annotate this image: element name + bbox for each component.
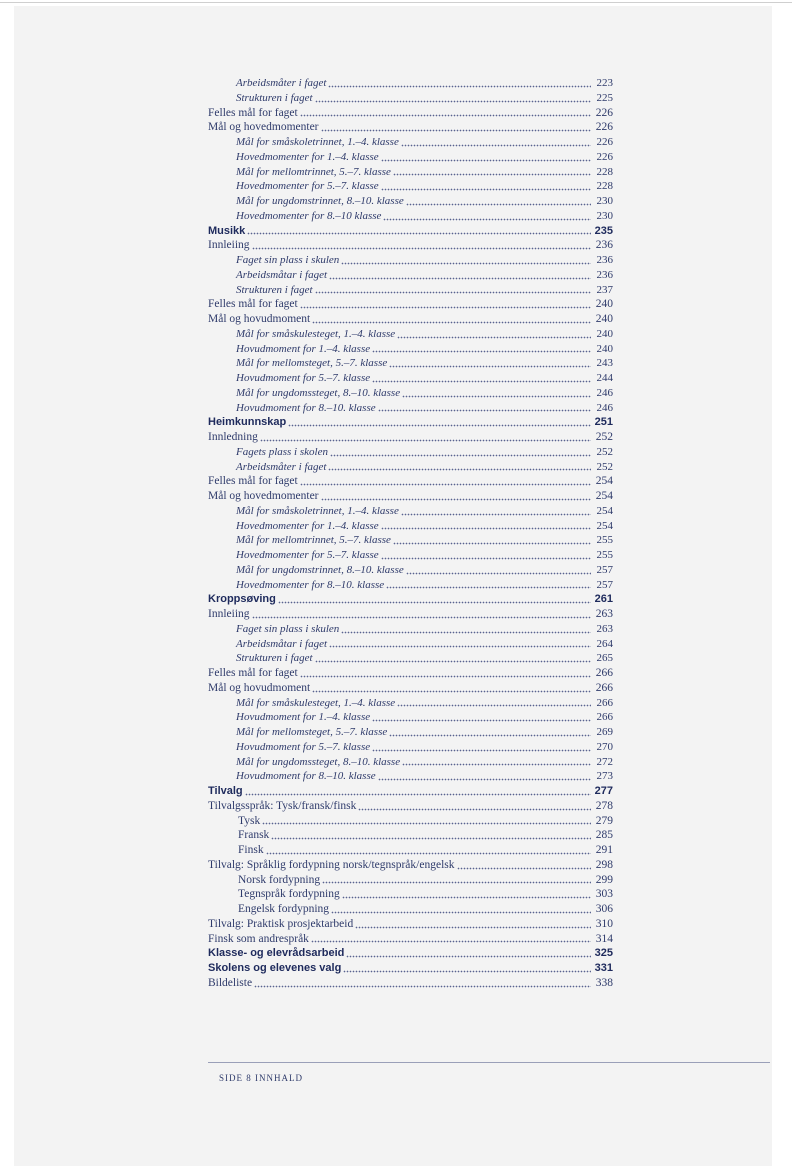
dot-leader bbox=[343, 970, 591, 973]
dot-leader bbox=[328, 468, 591, 471]
dot-leader bbox=[402, 395, 591, 398]
dot-leader bbox=[346, 955, 591, 958]
toc-entry-page: 230 bbox=[596, 195, 613, 207]
dot-leader bbox=[300, 306, 591, 309]
toc-entry-title: Finsk som andrespråk bbox=[208, 932, 309, 945]
footer-rule bbox=[208, 1062, 770, 1063]
toc-entry-title: Mål for ungdomssteget, 8.–10. klasse bbox=[236, 755, 401, 768]
page-footer: SIDE 8 INNHALD bbox=[219, 1073, 303, 1083]
toc-entry-title: Mål for mellomtrinnet, 5.–7. klasse bbox=[236, 165, 391, 178]
dot-leader bbox=[252, 616, 591, 619]
dot-leader bbox=[329, 277, 591, 280]
toc-entry bbox=[208, 814, 613, 829]
dot-leader bbox=[245, 793, 591, 796]
dot-leader bbox=[260, 439, 591, 442]
toc-entry-title: Engelsk fordypning bbox=[238, 903, 330, 915]
dot-leader bbox=[312, 321, 591, 324]
toc-entry bbox=[208, 209, 613, 224]
toc-entry bbox=[208, 489, 613, 504]
toc-entry-page: 254 bbox=[595, 475, 613, 488]
toc-entry-title: Strukturen i faget bbox=[236, 283, 313, 296]
dot-leader bbox=[329, 645, 591, 648]
toc-entry bbox=[208, 725, 613, 740]
toc-entry-title: Musikk bbox=[208, 224, 246, 237]
toc-entry-page: 237 bbox=[596, 283, 613, 296]
toc-section-heading bbox=[208, 224, 613, 239]
toc-entry bbox=[208, 666, 613, 681]
toc-entry-page: 228 bbox=[596, 165, 613, 178]
toc-entry-page: 254 bbox=[596, 504, 613, 517]
toc-entry-title: Innleiing bbox=[208, 239, 250, 252]
toc-entry-title: Hovedmomenter for 8.–10 klasse bbox=[236, 209, 382, 222]
toc-entry-page: 270 bbox=[596, 740, 613, 753]
toc-entry-title: Hovedmomenter for 1.–4. klasse bbox=[236, 150, 379, 163]
dot-leader bbox=[300, 114, 591, 117]
dot-leader bbox=[355, 926, 591, 929]
toc-entry bbox=[208, 887, 613, 902]
dot-leader bbox=[372, 350, 591, 353]
toc-entry-page: 228 bbox=[596, 180, 613, 193]
dot-leader bbox=[358, 808, 591, 811]
dot-leader bbox=[378, 778, 591, 781]
toc-entry bbox=[208, 607, 613, 622]
toc-entry-title: Hovedmomenter for 5.–7. klasse bbox=[236, 549, 379, 561]
dot-leader bbox=[402, 763, 591, 766]
dot-leader bbox=[321, 498, 591, 501]
toc-entry-title: Hovedmomenter for 1.–4. klasse bbox=[236, 519, 379, 532]
dot-leader bbox=[381, 527, 591, 530]
dot-leader bbox=[271, 837, 591, 840]
toc-entry-page: 303 bbox=[595, 888, 613, 901]
dot-leader bbox=[341, 262, 591, 265]
toc-entry-page: 338 bbox=[595, 976, 613, 989]
dot-leader bbox=[381, 188, 591, 191]
toc-entry-page: 266 bbox=[595, 667, 613, 679]
dot-leader bbox=[401, 144, 591, 147]
toc-entry bbox=[208, 548, 613, 563]
toc-entry-page: 331 bbox=[594, 962, 613, 974]
toc-entry-page: 246 bbox=[596, 386, 613, 399]
toc-entry-page: 310 bbox=[595, 917, 613, 930]
toc-entry bbox=[208, 902, 613, 917]
toc-entry bbox=[208, 253, 613, 268]
toc-entry-title: Strukturen i faget bbox=[236, 652, 313, 665]
toc-entry-title: Strukturen i faget bbox=[236, 91, 313, 104]
dot-leader bbox=[288, 424, 591, 427]
toc-entry bbox=[208, 120, 613, 135]
toc-entry-title: Faget sin plass i skulen bbox=[236, 254, 340, 266]
toc-entry-title: Mål og hovedmomenter bbox=[208, 121, 319, 134]
dot-leader bbox=[247, 232, 591, 235]
toc-entry bbox=[208, 150, 613, 165]
dot-leader bbox=[322, 881, 591, 884]
toc-entry-title: Kroppsøving bbox=[208, 593, 276, 606]
toc-entry-page: 265 bbox=[596, 652, 613, 665]
toc-entry bbox=[208, 976, 613, 991]
toc-section-heading bbox=[208, 784, 613, 799]
toc-entry-title: Felles mål for faget bbox=[208, 667, 298, 679]
toc-entry-title: Tilvalg: Språklig fordypning norsk/tegnspråk/engelsk bbox=[208, 858, 455, 871]
toc-entry bbox=[208, 135, 613, 150]
toc-entry-page: 261 bbox=[594, 593, 613, 606]
toc-entry-page: 252 bbox=[596, 445, 613, 458]
toc-entry-title: Hovudmoment for 5.–7. klasse bbox=[236, 372, 371, 384]
toc-entry bbox=[208, 401, 613, 416]
dot-leader bbox=[378, 409, 591, 412]
toc-entry-page: 226 bbox=[595, 121, 613, 134]
toc-entry-title: Faget sin plass i skulen bbox=[236, 622, 340, 635]
dot-leader bbox=[342, 896, 591, 899]
toc-entry-title: Mål for ungdomstrinnet, 8.–10. klasse bbox=[236, 563, 404, 576]
toc-entry bbox=[208, 430, 613, 445]
toc-entry-page: 254 bbox=[596, 519, 613, 532]
toc-entry bbox=[208, 283, 613, 298]
toc-entry-title: Arbeidsmåter i faget bbox=[236, 460, 327, 473]
toc-entry-title: Hovudmoment for 1.–4. klasse bbox=[236, 711, 371, 724]
toc-entry bbox=[208, 297, 613, 312]
dot-leader bbox=[397, 704, 591, 707]
toc-entry bbox=[208, 386, 613, 401]
toc-entry-page: 236 bbox=[596, 268, 613, 281]
toc-entry bbox=[208, 873, 613, 888]
toc-entry bbox=[208, 533, 613, 548]
toc-entry bbox=[208, 238, 613, 253]
toc-entry bbox=[208, 710, 613, 725]
toc-entry bbox=[208, 165, 613, 180]
toc-entry-page: 314 bbox=[595, 932, 613, 945]
toc-entry bbox=[208, 268, 613, 283]
toc-entry-title: Heimkunnskap bbox=[208, 416, 287, 429]
toc-entry bbox=[208, 76, 613, 91]
top-edge-rule bbox=[0, 2, 792, 3]
dot-leader bbox=[406, 572, 591, 575]
toc-entry-page: 266 bbox=[595, 681, 613, 694]
toc-entry bbox=[208, 755, 613, 770]
toc-entry-page: 299 bbox=[595, 873, 613, 886]
dot-leader bbox=[315, 291, 591, 294]
toc-entry-page: 243 bbox=[596, 357, 613, 370]
dot-leader bbox=[383, 218, 591, 221]
dot-leader bbox=[300, 675, 591, 678]
toc-entry-title: Hovudmoment for 8.–10. klasse bbox=[236, 770, 376, 783]
toc-entry bbox=[208, 106, 613, 121]
toc-entry-page: 226 bbox=[596, 136, 613, 148]
toc-entry-page: 255 bbox=[596, 549, 613, 561]
toc-entry-title: Mål og hovudmoment bbox=[208, 681, 311, 694]
table-of-contents bbox=[208, 76, 613, 991]
dot-leader bbox=[381, 159, 591, 162]
toc-entry-title: Mål for ungdomssteget, 8.–10. klasse bbox=[236, 386, 401, 399]
toc-entry-title: Norsk fordypning bbox=[238, 873, 321, 886]
toc-section-heading bbox=[208, 961, 613, 976]
dot-leader bbox=[252, 247, 591, 250]
toc-entry-page: 240 bbox=[595, 313, 613, 325]
toc-entry-title: Innledning bbox=[208, 431, 258, 443]
toc-entry-page: 230 bbox=[596, 209, 613, 222]
toc-entry bbox=[208, 740, 613, 755]
toc-entry-title: Mål for småskoletrinnet, 1.–4. klasse bbox=[236, 504, 399, 517]
toc-entry-page: 223 bbox=[596, 77, 613, 89]
dot-leader bbox=[254, 985, 591, 988]
toc-entry bbox=[208, 474, 613, 489]
toc-entry-title: Tilvalg: Praktisk prosjektarbeid bbox=[208, 917, 354, 930]
toc-entry bbox=[208, 91, 613, 106]
toc-entry-title: Mål for mellomsteget, 5.–7. klasse bbox=[236, 357, 388, 370]
toc-entry-title: Hovudmoment for 8.–10. klasse bbox=[236, 401, 376, 414]
dot-leader bbox=[311, 940, 591, 943]
toc-entry-title: Arbeidsmåtar i faget bbox=[236, 637, 328, 650]
toc-entry-title: Felles mål for faget bbox=[208, 475, 298, 488]
toc-entry-title: Hovudmoment for 5.–7. klasse bbox=[236, 740, 371, 753]
toc-entry bbox=[208, 828, 613, 843]
toc-entry bbox=[208, 327, 613, 342]
toc-entry bbox=[208, 843, 613, 858]
toc-entry-page: 225 bbox=[596, 91, 613, 104]
toc-entry bbox=[208, 917, 613, 932]
toc-entry-page: 257 bbox=[596, 578, 613, 591]
dot-leader bbox=[266, 852, 591, 855]
toc-entry bbox=[208, 460, 613, 475]
toc-entry-title: Felles mål for faget bbox=[208, 298, 298, 311]
toc-entry-title: Hovedmomenter for 5.–7. klasse bbox=[236, 180, 379, 193]
toc-entry-page: 252 bbox=[596, 460, 613, 473]
toc-entry-title: Mål for småskoletrinnet, 1.–4. klasse bbox=[236, 136, 399, 148]
toc-entry-page: 240 bbox=[596, 327, 613, 340]
toc-entry bbox=[208, 371, 613, 386]
dot-leader bbox=[262, 822, 591, 825]
toc-entry-title: Mål og hovedmomenter bbox=[208, 490, 319, 502]
dot-leader bbox=[278, 601, 591, 604]
toc-entry-title: Hovedmomenter for 8.–10. klasse bbox=[236, 578, 385, 591]
toc-entry bbox=[208, 637, 613, 652]
toc-entry-page: 278 bbox=[595, 799, 613, 812]
toc-entry bbox=[208, 769, 613, 784]
toc-entry-page: 272 bbox=[596, 755, 613, 768]
dot-leader bbox=[321, 129, 591, 132]
toc-entry-page: 257 bbox=[596, 563, 613, 576]
toc-entry-page: 269 bbox=[596, 726, 613, 738]
dot-leader bbox=[389, 734, 591, 737]
toc-entry-page: 264 bbox=[596, 637, 613, 650]
toc-entry-title: Mål for mellomtrinnet, 5.–7. klasse bbox=[236, 534, 391, 547]
dot-leader bbox=[328, 85, 591, 88]
toc-section-heading bbox=[208, 592, 613, 607]
toc-entry-title: Hovudmoment for 1.–4. klasse bbox=[236, 342, 371, 355]
toc-entry-page: 263 bbox=[596, 622, 613, 635]
toc-entry bbox=[208, 342, 613, 357]
toc-entry bbox=[208, 578, 613, 593]
toc-entry-page: 325 bbox=[594, 947, 613, 960]
toc-entry-page: 251 bbox=[594, 416, 613, 429]
toc-entry bbox=[208, 356, 613, 371]
toc-entry bbox=[208, 179, 613, 194]
toc-entry-page: 273 bbox=[596, 770, 613, 783]
toc-entry-page: 266 bbox=[596, 696, 613, 709]
toc-entry-page: 255 bbox=[596, 534, 613, 547]
toc-entry bbox=[208, 681, 613, 696]
toc-entry bbox=[208, 696, 613, 711]
toc-entry bbox=[208, 563, 613, 578]
toc-entry-title: Arbeidsmåtar i faget bbox=[236, 268, 328, 281]
toc-entry bbox=[208, 651, 613, 666]
toc-entry-page: 226 bbox=[596, 150, 613, 163]
toc-entry-title: Bildeliste bbox=[208, 976, 253, 989]
dot-leader bbox=[331, 911, 591, 914]
dot-leader bbox=[393, 173, 591, 176]
toc-entry-title: Finsk bbox=[238, 844, 264, 856]
toc-entry-title: Tysk bbox=[238, 814, 261, 827]
toc-entry-title: Tilvalg bbox=[208, 785, 243, 797]
dot-leader bbox=[386, 586, 591, 589]
toc-entry-title: Fagets plass i skolen bbox=[236, 445, 328, 458]
toc-entry-page: 240 bbox=[595, 298, 613, 311]
toc-entry bbox=[208, 194, 613, 209]
toc-entry bbox=[208, 445, 613, 460]
toc-entry-title: Mål for mellomsteget, 5.–7. klasse bbox=[236, 726, 388, 738]
toc-entry-page: 279 bbox=[595, 814, 613, 827]
toc-entry-page: 298 bbox=[595, 858, 613, 871]
toc-entry-title: Mål for småskulesteget, 1.–4. klasse bbox=[236, 696, 396, 709]
dot-leader bbox=[372, 749, 591, 752]
toc-entry-page: 306 bbox=[595, 903, 613, 915]
dot-leader bbox=[457, 867, 592, 870]
toc-entry-page: 285 bbox=[595, 829, 613, 842]
toc-entry bbox=[208, 932, 613, 947]
dot-leader bbox=[372, 719, 591, 722]
dot-leader bbox=[300, 483, 591, 486]
toc-entry-title: Fransk bbox=[238, 829, 270, 842]
toc-entry bbox=[208, 519, 613, 534]
toc-entry-page: 291 bbox=[595, 844, 613, 856]
dot-leader bbox=[341, 631, 591, 634]
toc-entry-title: Tilvalgsspråk: Tysk/fransk/finsk bbox=[208, 799, 357, 812]
toc-entry bbox=[208, 622, 613, 637]
toc-entry-page: 226 bbox=[595, 106, 613, 119]
toc-entry-title: Klasse- og elevrådsarbeid bbox=[208, 947, 345, 960]
toc-entry-title: Arbeidsmåter i faget bbox=[236, 77, 327, 89]
toc-entry-title: Mål for småskulesteget, 1.–4. klasse bbox=[236, 327, 396, 340]
toc-entry-page: 254 bbox=[595, 490, 613, 502]
toc-entry bbox=[208, 858, 613, 873]
dot-leader bbox=[401, 513, 591, 516]
toc-entry-page: 236 bbox=[595, 239, 613, 252]
toc-entry-title: Felles mål for faget bbox=[208, 106, 298, 119]
toc-entry-title: Mål og hovudmoment bbox=[208, 313, 311, 325]
toc-entry bbox=[208, 504, 613, 519]
toc-section-heading bbox=[208, 946, 613, 961]
toc-entry-page: 263 bbox=[595, 608, 613, 620]
toc-entry bbox=[208, 799, 613, 814]
toc-entry-title: Mål for ungdomstrinnet, 8.–10. klasse bbox=[236, 195, 404, 207]
toc-entry-page: 235 bbox=[594, 224, 613, 237]
dot-leader bbox=[406, 203, 591, 206]
toc-entry-title: Innleiing bbox=[208, 608, 250, 620]
toc-entry-page: 236 bbox=[596, 254, 613, 266]
dot-leader bbox=[315, 660, 591, 663]
toc-entry-page: 246 bbox=[596, 401, 613, 414]
dot-leader bbox=[330, 454, 591, 457]
toc-entry-page: 266 bbox=[596, 711, 613, 724]
dot-leader bbox=[312, 690, 591, 693]
dot-leader bbox=[389, 365, 591, 368]
dot-leader bbox=[315, 100, 591, 103]
dot-leader bbox=[381, 557, 591, 560]
toc-section-heading bbox=[208, 415, 613, 430]
toc-entry-page: 244 bbox=[596, 372, 613, 384]
toc-entry-page: 252 bbox=[595, 431, 613, 443]
toc-entry-title: Skolens og elevenes valg bbox=[208, 962, 342, 974]
dot-leader bbox=[393, 542, 591, 545]
dot-leader bbox=[372, 380, 591, 383]
toc-entry-page: 277 bbox=[594, 785, 613, 797]
toc-entry bbox=[208, 312, 613, 327]
toc-entry-page: 240 bbox=[596, 342, 613, 355]
toc-entry-title: Tegnspråk fordypning bbox=[238, 888, 340, 901]
dot-leader bbox=[397, 336, 591, 339]
